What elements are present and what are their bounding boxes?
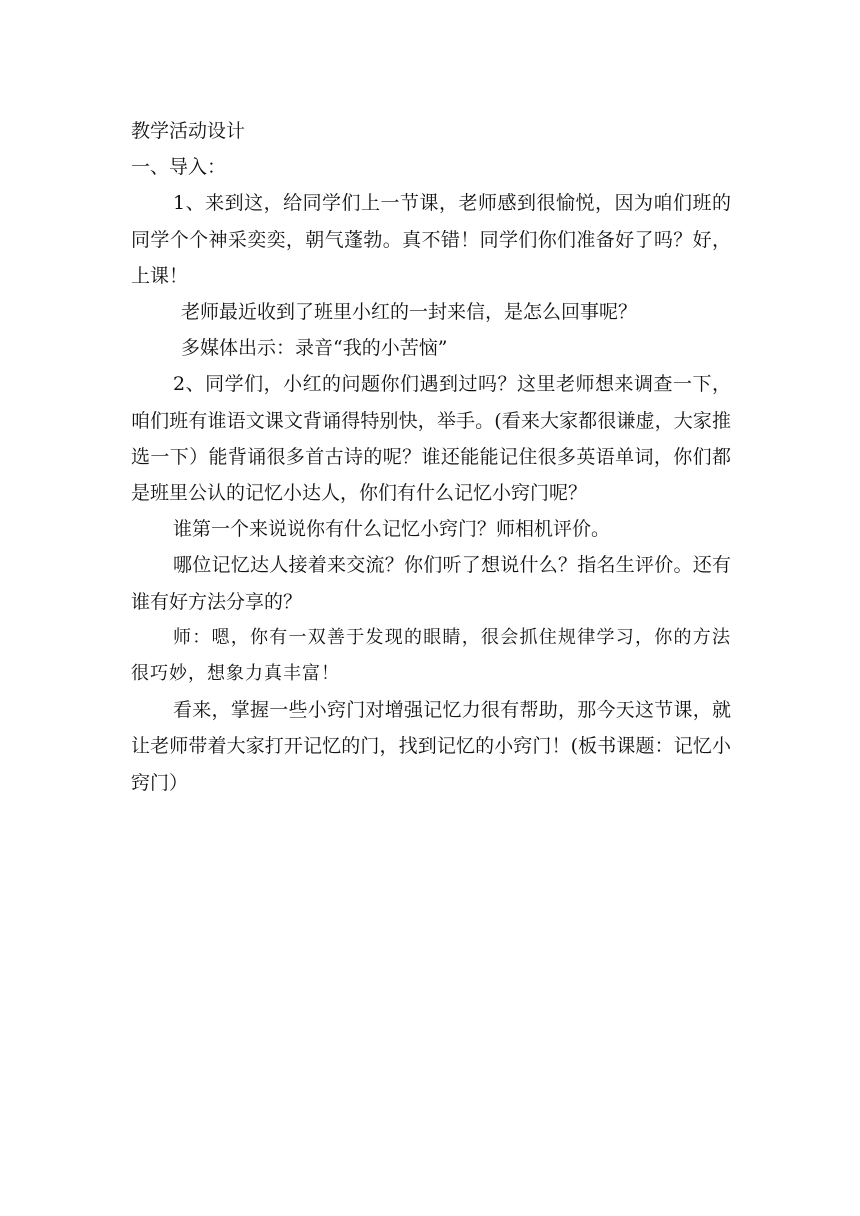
section-heading: 一、导入： xyxy=(131,156,227,179)
document-body xyxy=(131,113,731,801)
paragraph-topic: 看来，掌握一些小窍门对增强记忆力很有帮助，那今天这节课，就让老师带着大家打开记忆的门，找到记忆的小窍门！(板书课题：记忆小窍门） xyxy=(131,699,731,794)
paragraph-letter: 老师最近收到了班里小红的一封来信，是怎么回事呢？ xyxy=(181,301,638,324)
paragraph-greeting: 1、来到这，给同学们上一节课，老师感到很愉悦，因为咱们班的同学个个神采奕奕，朝气蓬勃。真不错！同学们你们准备好了吗？好，上课！ xyxy=(131,192,731,287)
paragraph-exchange: 哪位记忆达人接着来交流？你们听了想说什么？指名生评价。还有谁有好方法分享的？ xyxy=(131,554,731,613)
document-title: 教学活动设计 xyxy=(131,120,246,142)
paragraph-survey: 2、同学们，小红的问题你们遇到过吗？这里老师想来调查一下，咱们班有谁语文课文背诵得特别快，举手。(看来大家都很谦虚，大家推选一下）能背诵很多首古诗的呢？谁还能能记住很多英语单词，你们都是班里公认的记忆小达人，你们有什么记忆小窍门呢？ xyxy=(131,373,731,505)
paragraph-teacher-comment: 师：嗯，你有一双善于发现的眼睛，很会抓住规律学习，你的方法很巧妙，想象力真丰富！ xyxy=(131,626,731,685)
paragraph-first-share: 谁第一个来说说你有什么记忆小窍门？师相机评价。 xyxy=(173,518,611,541)
paragraph-multimedia: 多媒体出示：录音“我的小苦恼” xyxy=(181,337,448,360)
